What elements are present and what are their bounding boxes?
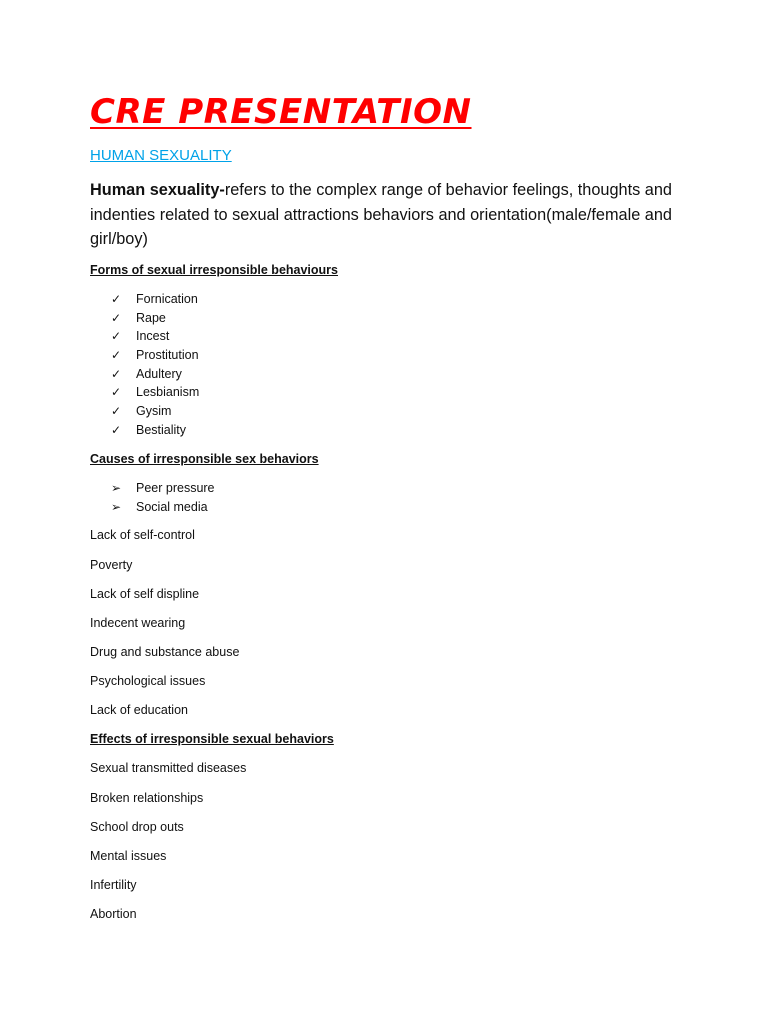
intro-paragraph bbox=[90, 178, 690, 252]
list-item bbox=[111, 365, 199, 384]
list-item-label: Rape bbox=[136, 310, 166, 325]
section-subtitle: HUMAN SEXUALITY bbox=[90, 147, 232, 164]
intro-text: refers to the complex range of behavior feelings, thoughts and indenties related to sexual attractions behaviors and orientation(male/female and girl/boy) bbox=[90, 181, 672, 248]
list-item bbox=[111, 479, 215, 498]
cause-line: Poverty bbox=[90, 558, 133, 572]
causes-bullet-list bbox=[111, 479, 215, 516]
cause-line: Lack of self displine bbox=[90, 587, 200, 601]
cause-line: Lack of education bbox=[90, 703, 188, 717]
list-item-label: Lesbianism bbox=[136, 385, 200, 400]
effect-line: Sexual transmitted diseases bbox=[90, 761, 247, 775]
effect-line: School drop outs bbox=[90, 820, 184, 834]
forms-list bbox=[111, 290, 199, 440]
document-title: CRE PRESENTATION bbox=[90, 92, 472, 132]
list-item-label: Adultery bbox=[136, 366, 182, 381]
checkmark-icon: ✓ bbox=[111, 366, 122, 381]
list-item bbox=[111, 309, 199, 328]
list-item-label: Incest bbox=[136, 329, 170, 344]
list-item bbox=[111, 383, 199, 402]
list-item-label: Fornication bbox=[136, 292, 198, 306]
cause-line: Lack of self-control bbox=[90, 528, 195, 542]
checkmark-icon: ✓ bbox=[111, 422, 122, 437]
checkmark-icon: ✓ bbox=[111, 329, 122, 344]
arrow-bullet-icon: ➢ bbox=[111, 499, 122, 514]
list-item bbox=[111, 290, 199, 309]
list-item-label: Prostitution bbox=[136, 348, 199, 363]
intro-term: Human sexuality- bbox=[90, 181, 225, 199]
checkmark-icon: ✓ bbox=[111, 310, 122, 325]
forms-heading: Forms of sexual irresponsible behaviours bbox=[90, 263, 338, 277]
list-item bbox=[111, 402, 199, 421]
checkmark-icon: ✓ bbox=[111, 292, 122, 306]
cause-line: Drug and substance abuse bbox=[90, 645, 240, 659]
effect-line: Broken relationships bbox=[90, 791, 204, 805]
effect-line: Infertility bbox=[90, 878, 137, 892]
list-item bbox=[111, 346, 199, 365]
effect-line: Abortion bbox=[90, 907, 137, 921]
checkmark-icon: ✓ bbox=[111, 404, 122, 419]
checkmark-icon: ✓ bbox=[111, 348, 122, 363]
list-item-label: Gysim bbox=[136, 404, 172, 419]
causes-heading: Causes of irresponsible sex behaviors bbox=[90, 452, 319, 466]
effect-line: Mental issues bbox=[90, 849, 167, 863]
list-item-label: Peer pressure bbox=[136, 481, 215, 495]
cause-line: Psychological issues bbox=[90, 674, 206, 688]
list-item-label: Social media bbox=[136, 499, 208, 514]
list-item bbox=[111, 327, 199, 346]
effects-heading: Effects of irresponsible sexual behaviors bbox=[90, 732, 334, 746]
list-item-label: Bestiality bbox=[136, 422, 187, 437]
checkmark-icon: ✓ bbox=[111, 385, 122, 400]
list-item bbox=[111, 498, 215, 517]
list-item bbox=[111, 421, 199, 440]
arrow-bullet-icon: ➢ bbox=[111, 481, 122, 495]
cause-line: Indecent wearing bbox=[90, 616, 186, 630]
